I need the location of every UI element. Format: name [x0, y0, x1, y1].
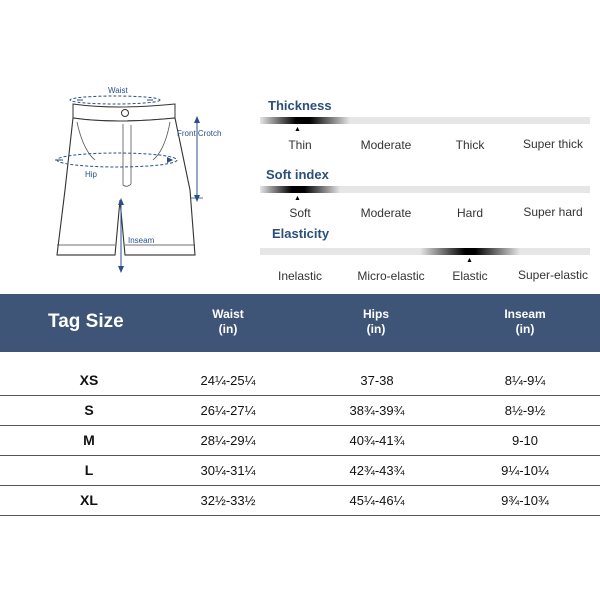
soft-index-option: Moderate [360, 206, 412, 220]
elasticity-option: Inelastic [277, 269, 323, 283]
size-table-header [0, 294, 600, 352]
inseam-header [455, 307, 595, 337]
soft-index-option: Soft [289, 206, 311, 220]
thickness-option: Moderate [360, 138, 412, 152]
hips-header [306, 307, 446, 337]
table-row [0, 486, 600, 516]
waist-header-unit: (in) [218, 322, 238, 336]
table-row [0, 426, 600, 456]
table-row [0, 456, 600, 486]
hips-cell: 37-38 [360, 373, 394, 388]
waist-header-label: Waist [212, 307, 244, 321]
waist-cell: 24¼-25¼ [200, 373, 256, 388]
thickness-indicator-icon: ▲ [294, 126, 301, 133]
shorts-illustration [55, 80, 255, 280]
hips-cell: 40¾-41¾ [349, 433, 405, 448]
inseam-header-unit: (in) [515, 322, 535, 336]
elasticity-bar [260, 248, 590, 255]
tag-size-header: Tag Size [48, 311, 124, 332]
elasticity-option: Elastic [452, 269, 488, 283]
elasticity-option: Micro-elastic [357, 269, 425, 283]
waist-cell: 30¼-31¼ [200, 463, 256, 478]
inseam-cell: 9-10 [511, 433, 539, 448]
shorts-diagram [55, 80, 255, 280]
waist-cell: 32½-33½ [200, 493, 256, 508]
hips-header-label: Hips [362, 307, 389, 321]
size-cell: XS [79, 372, 99, 388]
hip-label: Hip [85, 170, 98, 179]
waist-label: Waist [108, 86, 128, 95]
hips-cell: 38¾-39¾ [349, 403, 405, 418]
front-crotch-label: Front Crotch [177, 129, 222, 138]
size-cell: XL [80, 492, 98, 508]
elasticity-option: Super-elastic [517, 268, 589, 282]
hips-header-unit: (in) [366, 322, 386, 336]
soft-index-bar [260, 186, 590, 193]
soft-index-title: Soft index [266, 167, 329, 182]
inseam-cell: 8½-9½ [504, 403, 546, 418]
soft-index-indicator-icon: ▲ [294, 195, 301, 202]
table-row [0, 396, 600, 426]
inseam-header-label: Inseam [504, 307, 546, 321]
size-cell: S [84, 402, 94, 418]
inseam-label: Inseam [128, 236, 155, 245]
soft-index-option: Super hard [523, 205, 583, 219]
inseam-cell: 8¼-9¼ [504, 373, 546, 388]
size-cell: L [84, 462, 94, 478]
elasticity-indicator-icon: ▲ [466, 257, 473, 264]
thickness-bar [260, 117, 590, 124]
waist-cell: 26¼-27¼ [200, 403, 256, 418]
hips-cell: 42¾-43¾ [349, 463, 405, 478]
elasticity-title: Elasticity [272, 226, 330, 241]
thickness-option: Thick [455, 138, 485, 152]
soft-index-option: Hard [456, 206, 483, 220]
hips-cell: 45¼-46¼ [349, 493, 405, 508]
thickness-option: Super thick [522, 137, 584, 151]
size-cell: M [83, 432, 95, 448]
waist-cell: 28¼-29¼ [200, 433, 256, 448]
thickness-title: Thickness [268, 98, 332, 113]
table-row [0, 366, 600, 396]
inseam-cell: 9¼-10¼ [501, 463, 549, 478]
inseam-cell: 9¾-10¾ [501, 493, 549, 508]
waist-header [158, 307, 298, 337]
thickness-option: Thin [288, 138, 312, 152]
